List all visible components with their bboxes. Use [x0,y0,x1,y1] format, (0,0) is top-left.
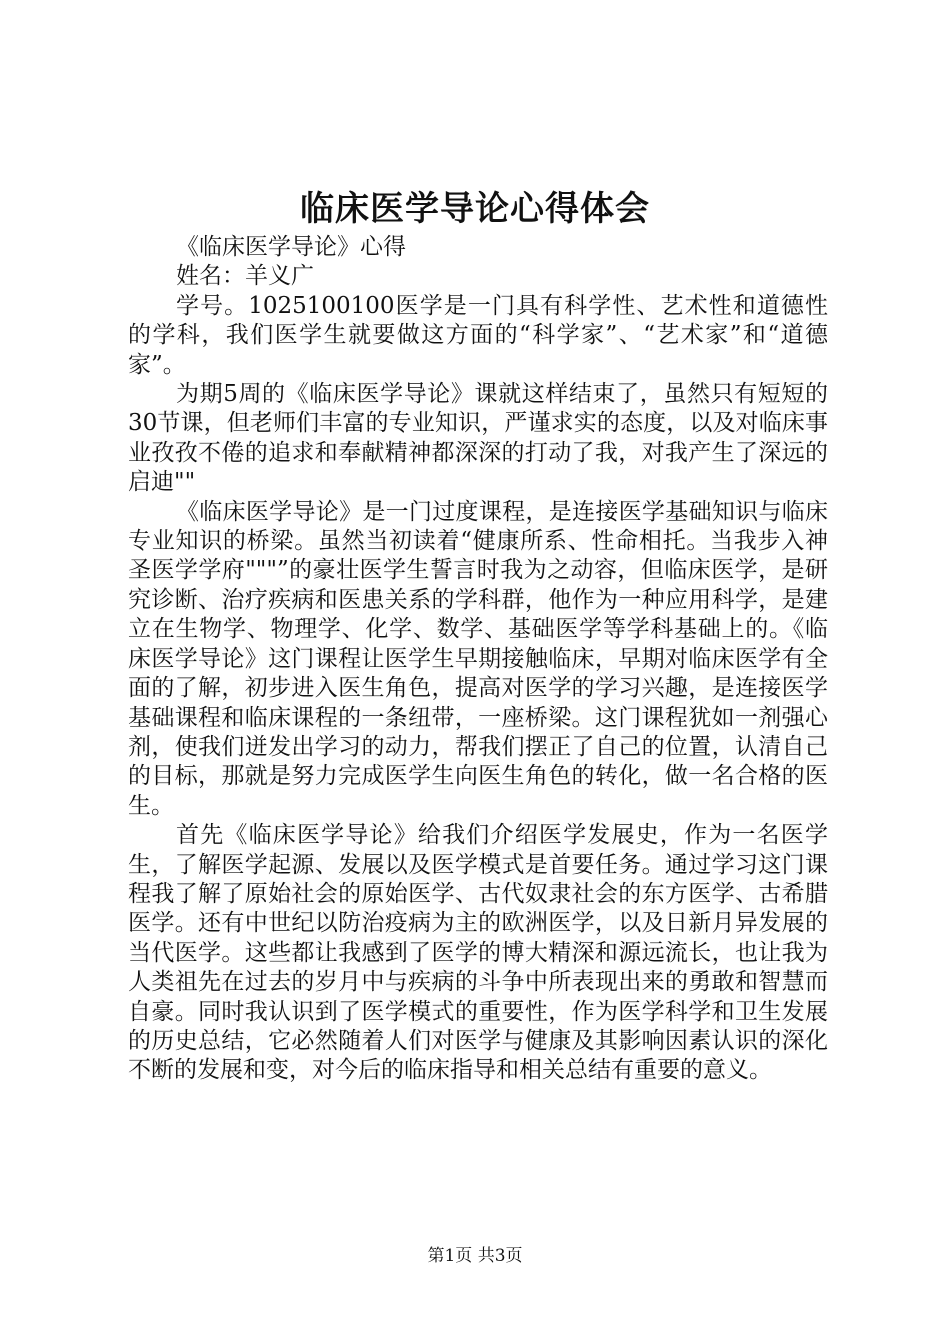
paragraph-author-name: 姓名：羊义广 [176,263,314,290]
paragraph-course-bridge: 《临床医学导论》是一门过度课程，是连接医学基础知识与临床专业知识的桥梁。虽然当初读着“健康所系、性命相托。当我步入神圣医学学府"""”的豪壮医学生誓言时我为之动容，但临床医学，是研究诊断、治疗疾病和医患关系的学科群，他作为一种应用科学，是建立在生物学、物理学、化学、数学、基础医学等学科基础上的。《临床医学导论》这门课程让医学生早期接触临床，早期对临床医学有全面的了解，初步进入医生角色，提高对医学的学习兴趣，是连接医学基础课程和临床课程的一条纽带，一座桥梁。这门课程犹如一剂强心剂，使我们迸发出学习的动力，帮我们摆正了自己的位置，认清自己的目标，那就是努力完成医学生向医生角色的转化，做一名合格的医生。 [128,498,828,819]
paragraph-course-summary: 为期5周的《临床医学导论》课就这样结束了，虽然只有短短的30节课，但老师们丰富的专业知识，严谨求实的态度，以及对临床事业孜孜不倦的追求和奉献精神都深深的打动了我，对我产生了深远的启迪"" [128,381,828,496]
paragraph-student-id: 学号。1025100100医学是一门具有科学性、艺术性和道德性的学科，我们医学生就要做这方面的“科学家”、“艺术家”和“道德家”。 [128,292,828,378]
paragraph-medical-history: 首先《临床医学导论》给我们介绍医学发展史，作为一名医学生，了解医学起源、发展以及医学模式是首要任务。通过学习这门课程我了解了原始社会的原始医学、古代奴隶社会的东方医学、古希腊医学。还有中世纪以防治疫病为主的欧洲医学，以及日新月异发展的当代医学。这些都让我感到了医学的博大精深和源远流长，也让我为人类祖先在过去的岁月中与疾病的斗争中所表现出来的勇敢和智慧而自豪。同时我认识到了医学模式的重要性，作为医学科学和卫生发展的历史总结，它必然随着人们对医学与健康及其影响因素认识的深化不断的发展和变，对今后的临床指导和相关总结有重要的意义。 [128,822,828,1084]
document-body [128,233,828,1086]
paragraph-heading: 《临床医学导论》心得 [176,234,406,260]
document-title: 临床医学导论心得体会 [300,189,650,229]
page-number-footer: 第1页 共3页 [427,1246,523,1266]
